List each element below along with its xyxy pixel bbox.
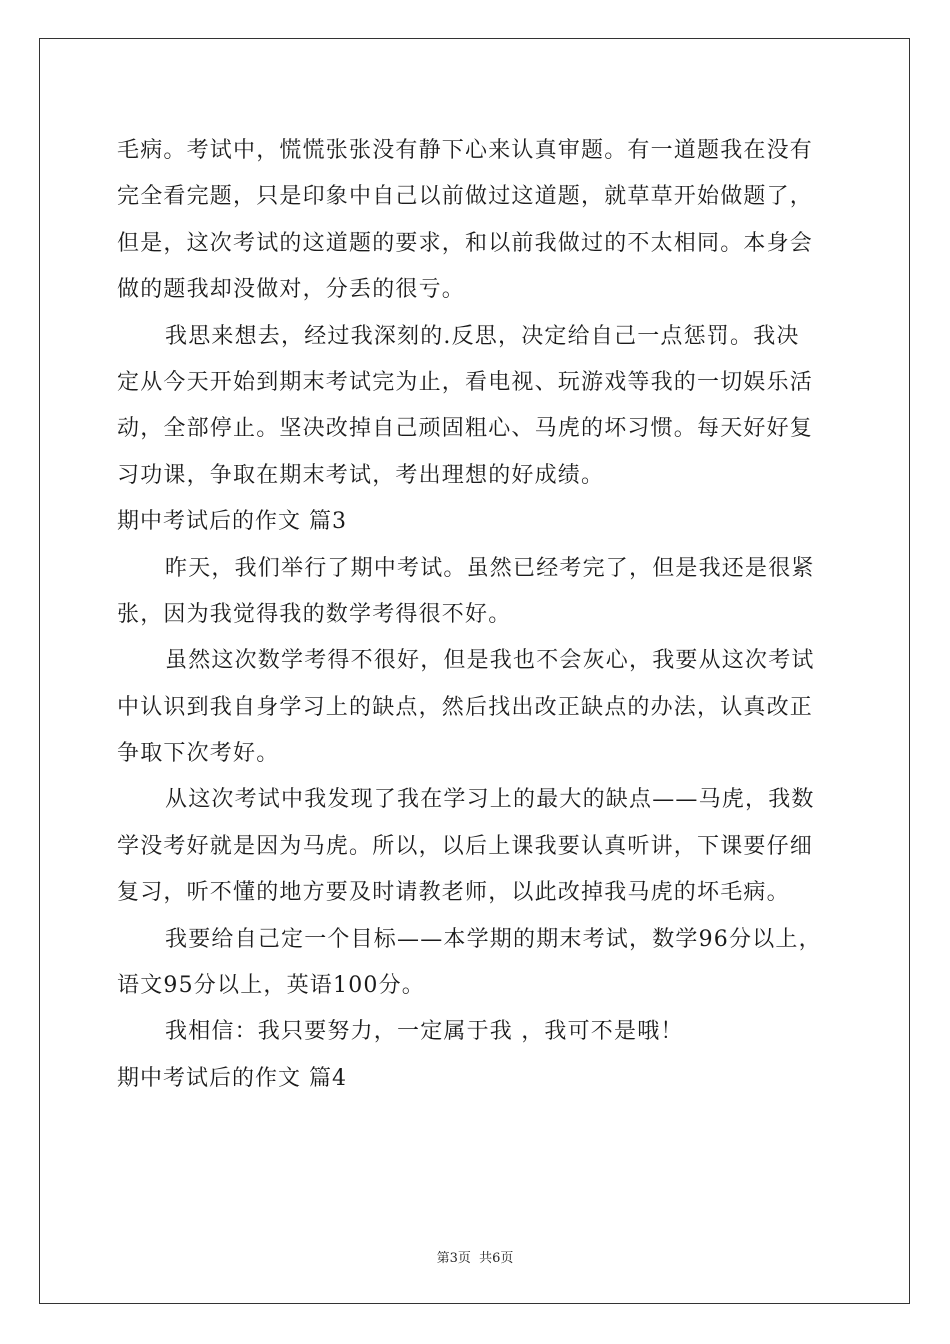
text-line: 但是，这次考试的这道题的要求，和以前我做过的不太相同。本身会	[117, 230, 814, 256]
text-line: 昨天，我们举行了期中考试。虽然已经考完了，但是我还是很紧	[165, 555, 815, 581]
page-footer	[0, 1247, 950, 1266]
text-line: 中认识到我自身学习上的缺点，然后找出改正缺点的办法，认真改正	[117, 694, 814, 720]
text-line: 语文95分以上，英语100分。	[117, 973, 425, 999]
section-heading: 期中考试后的作文 篇3	[117, 509, 347, 535]
section-heading: 期中考试后的作文 篇4	[117, 1065, 347, 1091]
page-total: 共6页	[479, 1251, 514, 1266]
text-line: 我要给自己定一个目标——本学期的期末考试，数学96分以上，	[165, 926, 822, 952]
text-line: 学没考好就是因为马虎。所以，以后上课我要认真听讲，下课要仔细	[117, 833, 814, 859]
text-line: 完全看完题，只是印象中自己以前做过这道题，就草草开始做题了，	[117, 184, 814, 210]
text-line: 我思来想去，经过我深刻的.反思，决定给自己一点惩罚。我决	[165, 323, 800, 349]
text-line: 动，全部停止。坚决改掉自己顽固粗心、马虎的坏习惯。每天好好复	[117, 416, 814, 442]
text-line: 做的题我却没做对，分丢的很亏。	[117, 277, 466, 303]
text-line: 复习，听不懂的地方要及时请教老师，以此改掉我马虎的坏毛病。	[117, 880, 790, 906]
text-line: 虽然这次数学考得不很好，但是我也不会灰心，我要从这次考试	[165, 648, 815, 674]
text-line: 张，因为我觉得我的数学考得很不好。	[117, 601, 512, 627]
text-line: 毛病。考试中，慌慌张张没有静下心来认真审题。有一道题我在没有	[117, 138, 814, 163]
document-body	[117, 128, 837, 1102]
page-number: 第3页	[436, 1251, 471, 1266]
text-line: 我相信：我只要努力，一定属于我 ，我可不是哦！	[165, 1019, 684, 1045]
text-line: 定从今天开始到期末考试完为止，看电视、玩游戏等我的一切娱乐活	[117, 369, 814, 395]
text-line: 习功课，争取在期末考试，考出理想的好成绩。	[117, 462, 605, 488]
text-line: 争取下次考好。	[117, 741, 280, 767]
text-line: 从这次考试中我发现了我在学习上的最大的缺点——马虎，我数	[165, 787, 815, 813]
